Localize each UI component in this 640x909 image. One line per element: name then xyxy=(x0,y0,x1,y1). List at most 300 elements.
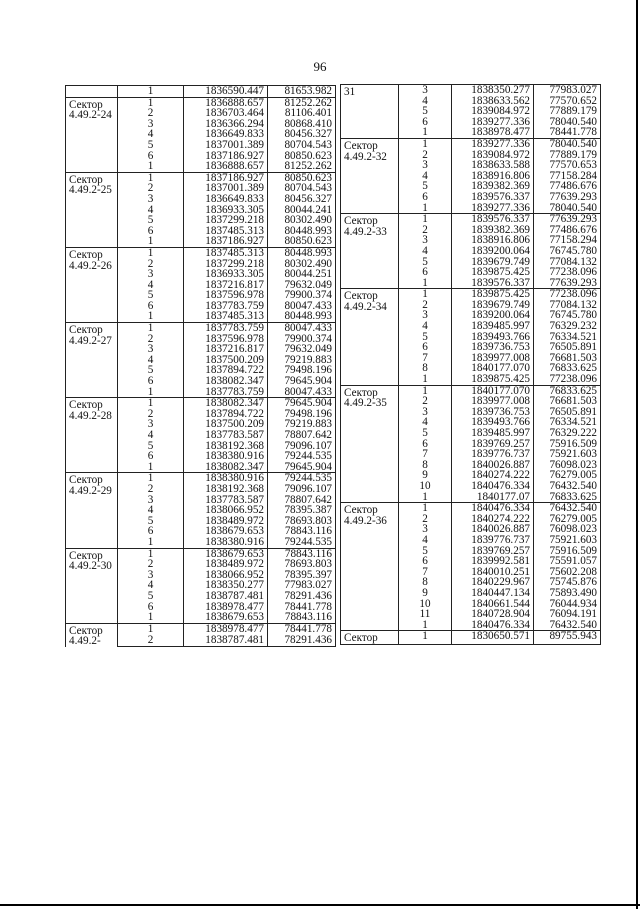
x-coordinate: 1839576.337 xyxy=(452,192,534,203)
point-number: 3 xyxy=(118,194,184,205)
sector-label xyxy=(66,86,118,98)
y-coordinate: 77889.179 xyxy=(534,150,601,161)
x-coordinate: 1838916.806 xyxy=(452,171,534,182)
point-number: 1 xyxy=(118,398,184,409)
sector-label: Сектор 4.49.2-29 xyxy=(66,473,118,548)
point-number: 11 xyxy=(399,609,452,620)
x-coordinate: 1840274.222 xyxy=(452,470,534,481)
y-coordinate: 79219.883 xyxy=(268,419,336,430)
x-coordinate: 1840026.887 xyxy=(452,524,534,535)
sector-label: Сектор 4.49.2-27 xyxy=(66,323,118,398)
point-number: 6 xyxy=(399,439,452,450)
y-coordinate: 78291.436 xyxy=(268,635,336,647)
point-number: 1 xyxy=(399,278,452,289)
x-coordinate: 1839277.336 xyxy=(452,203,534,214)
point-number: 4 xyxy=(118,580,184,591)
x-coordinate: 1839200.064 xyxy=(452,310,534,321)
y-coordinate: 77486.676 xyxy=(534,225,601,236)
point-number: 3 xyxy=(118,119,184,130)
y-coordinate: 77158.284 xyxy=(534,171,601,182)
point-number: 1 xyxy=(399,620,452,631)
point-number: 9 xyxy=(399,470,452,481)
x-coordinate: 1838082.347 xyxy=(184,398,268,409)
point-number: 1 xyxy=(118,612,184,623)
coordinate-row xyxy=(341,138,601,149)
point-number: 6 xyxy=(118,151,184,162)
y-coordinate: 77238.096 xyxy=(534,267,601,278)
y-coordinate: 76334.521 xyxy=(534,417,601,428)
point-number: 2 xyxy=(118,334,184,345)
y-coordinate: 79219.883 xyxy=(268,355,336,366)
sector-label: 31 xyxy=(341,85,399,139)
point-number: 1 xyxy=(118,247,184,258)
point-number: 2 xyxy=(399,225,452,236)
x-coordinate: 1836933.305 xyxy=(184,269,268,280)
point-number: 6 xyxy=(118,226,184,237)
point-number: 1 xyxy=(399,631,452,645)
x-coordinate: 1839769.257 xyxy=(452,439,534,450)
x-coordinate: 1840177.070 xyxy=(452,363,534,374)
y-coordinate: 77983.027 xyxy=(534,85,601,96)
sector-label: Сектор 4.49.2-26 xyxy=(66,247,118,322)
x-coordinate: 1838978.477 xyxy=(184,623,268,635)
point-number: 4 xyxy=(118,355,184,366)
point-number: 4 xyxy=(118,129,184,140)
x-coordinate: 1839576.337 xyxy=(452,214,534,225)
x-coordinate: 1837216.817 xyxy=(184,344,268,355)
x-coordinate: 1838633.588 xyxy=(452,160,534,171)
x-coordinate: 1839679.749 xyxy=(452,257,534,268)
sector-label: Сектор xyxy=(341,631,399,645)
x-coordinate: 1837783.759 xyxy=(184,301,268,312)
x-coordinate: 1839977.008 xyxy=(452,396,534,407)
y-coordinate: 80044.251 xyxy=(268,269,336,280)
point-number: 10 xyxy=(399,599,452,610)
x-coordinate: 1838380.916 xyxy=(184,537,268,548)
y-coordinate: 78040.540 xyxy=(534,117,601,128)
point-number: 2 xyxy=(118,559,184,570)
point-number: 1 xyxy=(399,203,452,214)
point-number: 6 xyxy=(399,192,452,203)
x-coordinate: 1839875.425 xyxy=(452,289,534,300)
y-coordinate: 76833.625 xyxy=(534,363,601,374)
point-number: 1 xyxy=(399,289,452,300)
x-coordinate: 1839776.737 xyxy=(452,449,534,460)
y-coordinate: 76833.625 xyxy=(534,385,601,396)
y-coordinate: 77570.653 xyxy=(534,160,601,171)
x-coordinate: 1836649.833 xyxy=(184,194,268,205)
point-number: 6 xyxy=(118,526,184,537)
x-coordinate: 1836703.464 xyxy=(184,108,268,119)
y-coordinate: 80868.410 xyxy=(268,119,336,130)
point-number: 5 xyxy=(399,332,452,343)
x-coordinate: 1837216.817 xyxy=(184,280,268,291)
x-coordinate: 1839382.369 xyxy=(452,181,534,192)
x-coordinate: 1837500.209 xyxy=(184,355,268,366)
coordinates-table-right xyxy=(340,84,601,645)
x-coordinate: 1839493.766 xyxy=(452,417,534,428)
x-coordinate: 1838679.653 xyxy=(184,526,268,537)
point-number: 1 xyxy=(118,236,184,247)
x-coordinate: 1837299.218 xyxy=(184,259,268,270)
x-coordinate: 1838350.277 xyxy=(184,580,268,591)
y-coordinate: 76098.023 xyxy=(534,460,601,471)
x-coordinate: 1837783.759 xyxy=(184,387,268,398)
y-coordinate: 77570.652 xyxy=(534,96,601,107)
y-coordinate: 76432.540 xyxy=(534,481,601,492)
sector-label: Сектор 4.49.2-32 xyxy=(341,138,399,213)
point-number: 5 xyxy=(118,215,184,226)
point-number: 1 xyxy=(118,97,184,108)
y-coordinate: 79096.107 xyxy=(268,441,336,452)
y-coordinate: 80850.623 xyxy=(268,151,336,162)
y-coordinate: 76432.540 xyxy=(534,620,601,631)
y-coordinate: 76505.891 xyxy=(534,407,601,418)
x-coordinate: 1837596.978 xyxy=(184,290,268,301)
y-coordinate: 80704.543 xyxy=(268,140,336,151)
point-number: 3 xyxy=(118,495,184,506)
y-coordinate: 78040.540 xyxy=(534,203,601,214)
x-coordinate: 1839084.972 xyxy=(452,106,534,117)
point-number: 1 xyxy=(118,623,184,635)
sector-label: Сектор 4.49.2-35 xyxy=(341,385,399,503)
y-coordinate: 78395.397 xyxy=(268,570,336,581)
point-number: 2 xyxy=(399,396,452,407)
sector-label: Сектор 4.49.2-25 xyxy=(66,172,118,247)
x-coordinate: 1837783.759 xyxy=(184,323,268,334)
point-number: 1 xyxy=(118,537,184,548)
point-number: 5 xyxy=(118,365,184,376)
y-coordinate: 80047.433 xyxy=(268,387,336,398)
y-coordinate: 81252.262 xyxy=(268,161,336,172)
point-number: 8 xyxy=(399,460,452,471)
y-coordinate: 78807.642 xyxy=(268,495,336,506)
y-coordinate: 77084.132 xyxy=(534,257,601,268)
y-coordinate: 76098.023 xyxy=(534,524,601,535)
y-coordinate: 76329.232 xyxy=(534,321,601,332)
x-coordinate: 1839277.336 xyxy=(452,138,534,149)
y-coordinate: 76094.191 xyxy=(534,609,601,620)
y-coordinate: 80456.327 xyxy=(268,129,336,140)
scan-edge-right xyxy=(636,0,638,909)
x-coordinate: 1840177.07 xyxy=(452,492,534,503)
point-number: 1 xyxy=(399,385,452,396)
point-number: 3 xyxy=(399,524,452,535)
y-coordinate: 76279.005 xyxy=(534,514,601,525)
y-coordinate: 79645.904 xyxy=(268,376,336,387)
y-coordinate: 79900.374 xyxy=(268,290,336,301)
point-number: 2 xyxy=(399,514,452,525)
y-coordinate: 80850.623 xyxy=(268,236,336,247)
point-number: 1 xyxy=(118,161,184,172)
y-coordinate: 80302.490 xyxy=(268,259,336,270)
y-coordinate: 79498.196 xyxy=(268,365,336,376)
point-number: 3 xyxy=(118,570,184,581)
point-number: 1 xyxy=(118,86,184,98)
y-coordinate: 75921.603 xyxy=(534,449,601,460)
point-number: 6 xyxy=(118,376,184,387)
x-coordinate: 1838066.952 xyxy=(184,505,268,516)
coordinate-row xyxy=(66,247,336,258)
point-number: 1 xyxy=(399,374,452,385)
y-coordinate: 75745.876 xyxy=(534,577,601,588)
x-coordinate: 1837186.927 xyxy=(184,236,268,247)
coordinate-row xyxy=(66,323,336,334)
point-number: 1 xyxy=(118,311,184,322)
y-coordinate: 78441.778 xyxy=(268,602,336,613)
y-coordinate: 75916.509 xyxy=(534,439,601,450)
y-coordinate: 78441.778 xyxy=(534,127,601,138)
y-coordinate: 75893.490 xyxy=(534,588,601,599)
x-coordinate: 1836888.657 xyxy=(184,161,268,172)
y-coordinate: 76329.222 xyxy=(534,428,601,439)
y-coordinate: 77486.676 xyxy=(534,181,601,192)
x-coordinate: 1839493.766 xyxy=(452,332,534,343)
y-coordinate: 76745.780 xyxy=(534,310,601,321)
x-coordinate: 1837485.313 xyxy=(184,311,268,322)
point-number: 1 xyxy=(118,473,184,484)
x-coordinate: 1838192.368 xyxy=(184,484,268,495)
point-number: 5 xyxy=(118,516,184,527)
point-number: 2 xyxy=(118,635,184,647)
point-number: 9 xyxy=(399,588,452,599)
point-number: 6 xyxy=(399,267,452,278)
x-coordinate: 1840447.134 xyxy=(452,588,534,599)
page-number: 96 xyxy=(313,59,327,74)
y-coordinate: 76681.503 xyxy=(534,396,601,407)
x-coordinate: 1838787.481 xyxy=(184,635,268,647)
x-coordinate: 1839084.972 xyxy=(452,150,534,161)
x-coordinate: 1837596.978 xyxy=(184,334,268,345)
x-coordinate: 1840274.222 xyxy=(452,514,534,525)
point-number: 10 xyxy=(399,481,452,492)
y-coordinate: 76681.503 xyxy=(534,353,601,364)
y-coordinate: 77238.096 xyxy=(534,374,601,385)
y-coordinate: 77639.293 xyxy=(534,192,601,203)
x-coordinate: 1839736.753 xyxy=(452,407,534,418)
point-number: 3 xyxy=(399,235,452,246)
x-coordinate: 1839776.737 xyxy=(452,535,534,546)
point-number: 4 xyxy=(399,171,452,182)
y-coordinate: 76279.005 xyxy=(534,470,601,481)
x-coordinate: 1836590.447 xyxy=(184,86,268,98)
y-coordinate: 79900.374 xyxy=(268,334,336,345)
point-number: 3 xyxy=(399,85,452,96)
point-number: 5 xyxy=(118,140,184,151)
point-number: 6 xyxy=(118,602,184,613)
x-coordinate: 1839875.425 xyxy=(452,267,534,278)
x-coordinate: 1840177.070 xyxy=(452,385,534,396)
y-coordinate: 77084.132 xyxy=(534,300,601,311)
y-coordinate: 76505.891 xyxy=(534,342,601,353)
point-number: 7 xyxy=(399,353,452,364)
x-coordinate: 1837299.218 xyxy=(184,215,268,226)
y-coordinate: 80850.623 xyxy=(268,172,336,183)
y-coordinate: 78395.387 xyxy=(268,505,336,516)
y-coordinate: 76745.780 xyxy=(534,246,601,257)
x-coordinate: 1838916.806 xyxy=(452,235,534,246)
point-number: 5 xyxy=(399,546,452,557)
point-number: 6 xyxy=(118,451,184,462)
point-number: 1 xyxy=(118,462,184,473)
y-coordinate: 76334.521 xyxy=(534,332,601,343)
sector-label: Сектор 4.49.2-34 xyxy=(341,289,399,385)
x-coordinate: 1838082.347 xyxy=(184,462,268,473)
point-number: 5 xyxy=(118,441,184,452)
x-coordinate: 1840728.904 xyxy=(452,609,534,620)
x-coordinate: 1837894.722 xyxy=(184,409,268,420)
y-coordinate: 79632.049 xyxy=(268,280,336,291)
y-coordinate: 89755.943 xyxy=(534,631,601,645)
y-coordinate: 79244.535 xyxy=(268,451,336,462)
x-coordinate: 1836888.657 xyxy=(184,97,268,108)
point-number: 1 xyxy=(399,214,452,225)
x-coordinate: 1840229.967 xyxy=(452,577,534,588)
y-coordinate: 77639.293 xyxy=(534,214,601,225)
x-coordinate: 1837001.389 xyxy=(184,183,268,194)
x-coordinate: 1837001.389 xyxy=(184,140,268,151)
point-number: 2 xyxy=(118,108,184,119)
point-number: 3 xyxy=(399,310,452,321)
y-coordinate: 80448.993 xyxy=(268,311,336,322)
point-number: 3 xyxy=(118,269,184,280)
point-number: 7 xyxy=(399,567,452,578)
point-number: 4 xyxy=(399,535,452,546)
point-number: 5 xyxy=(118,591,184,602)
point-number: 6 xyxy=(399,556,452,567)
x-coordinate: 1838978.477 xyxy=(184,602,268,613)
x-coordinate: 1839576.337 xyxy=(452,278,534,289)
y-coordinate: 80302.490 xyxy=(268,215,336,226)
point-number: 5 xyxy=(118,290,184,301)
point-number: 1 xyxy=(399,492,452,503)
coordinate-row xyxy=(341,85,601,96)
y-coordinate: 77983.027 xyxy=(268,580,336,591)
point-number: 2 xyxy=(399,300,452,311)
sector-label: Сектор 4.49.2-28 xyxy=(66,398,118,473)
x-coordinate: 1840476.334 xyxy=(452,481,534,492)
y-coordinate: 77238.096 xyxy=(534,289,601,300)
y-coordinate: 79096.107 xyxy=(268,484,336,495)
sector-label: Сектор 4.49.2-36 xyxy=(341,503,399,631)
y-coordinate: 80047.433 xyxy=(268,301,336,312)
point-number: 1 xyxy=(399,503,452,514)
x-coordinate: 1839382.369 xyxy=(452,225,534,236)
y-coordinate: 76044.934 xyxy=(534,599,601,610)
point-number: 4 xyxy=(118,430,184,441)
point-number: 4 xyxy=(118,205,184,216)
y-coordinate: 79645.904 xyxy=(268,462,336,473)
point-number: 5 xyxy=(399,428,452,439)
point-number: 2 xyxy=(118,183,184,194)
y-coordinate: 80448.993 xyxy=(268,247,336,258)
y-coordinate: 77639.293 xyxy=(534,278,601,289)
point-number: 5 xyxy=(399,257,452,268)
x-coordinate: 1839200.064 xyxy=(452,246,534,257)
x-coordinate: 1840476.334 xyxy=(452,620,534,631)
point-number: 2 xyxy=(399,150,452,161)
x-coordinate: 1838380.916 xyxy=(184,451,268,462)
y-coordinate: 80044.241 xyxy=(268,205,336,216)
y-coordinate: 81653.982 xyxy=(268,86,336,98)
coordinate-row xyxy=(66,86,336,98)
x-coordinate: 1839485.997 xyxy=(452,428,534,439)
sector-label: Сектор 4.49.2-33 xyxy=(341,214,399,289)
x-coordinate: 1838082.347 xyxy=(184,376,268,387)
x-coordinate: 1838350.277 xyxy=(452,85,534,96)
x-coordinate: 1837894.722 xyxy=(184,365,268,376)
x-coordinate: 1838489.972 xyxy=(184,559,268,570)
x-coordinate: 1840661.544 xyxy=(452,599,534,610)
x-coordinate: 1839992.581 xyxy=(452,556,534,567)
y-coordinate: 78807.642 xyxy=(268,430,336,441)
x-coordinate: 1837500.209 xyxy=(184,419,268,430)
x-coordinate: 1837186.927 xyxy=(184,172,268,183)
sector-label: Сектор 4.49.2- xyxy=(66,623,118,647)
x-coordinate: 1840476.334 xyxy=(452,503,534,514)
x-coordinate: 1839679.749 xyxy=(452,300,534,311)
x-coordinate: 1838192.368 xyxy=(184,441,268,452)
y-coordinate: 79498.196 xyxy=(268,409,336,420)
y-coordinate: 79645.904 xyxy=(268,398,336,409)
point-number: 6 xyxy=(399,117,452,128)
point-number: 4 xyxy=(399,246,452,257)
x-coordinate: 1838380.916 xyxy=(184,473,268,484)
point-number: 1 xyxy=(118,323,184,334)
y-coordinate: 78441.778 xyxy=(268,623,336,635)
point-number: 4 xyxy=(399,96,452,107)
x-coordinate: 1838679.653 xyxy=(184,548,268,559)
point-number: 8 xyxy=(399,363,452,374)
point-number: 3 xyxy=(399,407,452,418)
x-coordinate: 1837485.313 xyxy=(184,226,268,237)
x-coordinate: 1837783.587 xyxy=(184,495,268,506)
point-number: 8 xyxy=(399,577,452,588)
y-coordinate: 80448.993 xyxy=(268,226,336,237)
x-coordinate: 1837783.587 xyxy=(184,430,268,441)
point-number: 4 xyxy=(118,280,184,291)
x-coordinate: 1840010.251 xyxy=(452,567,534,578)
y-coordinate: 78843.116 xyxy=(268,526,336,537)
x-coordinate: 1839736.753 xyxy=(452,342,534,353)
y-coordinate: 79244.535 xyxy=(268,473,336,484)
point-number: 6 xyxy=(118,301,184,312)
y-coordinate: 81252.262 xyxy=(268,97,336,108)
x-coordinate: 1838489.972 xyxy=(184,516,268,527)
x-coordinate: 1838978.477 xyxy=(452,127,534,138)
scan-edge-bottom xyxy=(0,904,640,906)
y-coordinate: 78693.803 xyxy=(268,559,336,570)
x-coordinate: 1839769.257 xyxy=(452,546,534,557)
x-coordinate: 1839875.425 xyxy=(452,374,534,385)
x-coordinate: 1830650.571 xyxy=(452,631,534,645)
x-coordinate: 1839485.997 xyxy=(452,321,534,332)
coordinates-table-left xyxy=(65,85,336,647)
y-coordinate: 78843.116 xyxy=(268,548,336,559)
x-coordinate: 1838787.481 xyxy=(184,591,268,602)
x-coordinate: 1839977.008 xyxy=(452,353,534,364)
point-number: 1 xyxy=(399,138,452,149)
y-coordinate: 76432.540 xyxy=(534,503,601,514)
point-number: 1 xyxy=(118,387,184,398)
y-coordinate: 81106.401 xyxy=(268,108,336,119)
y-coordinate: 78843.116 xyxy=(268,612,336,623)
y-coordinate: 77158.294 xyxy=(534,235,601,246)
y-coordinate: 76833.625 xyxy=(534,492,601,503)
y-coordinate: 78693.803 xyxy=(268,516,336,527)
y-coordinate: 78040.540 xyxy=(534,138,601,149)
x-coordinate: 1837485.313 xyxy=(184,247,268,258)
